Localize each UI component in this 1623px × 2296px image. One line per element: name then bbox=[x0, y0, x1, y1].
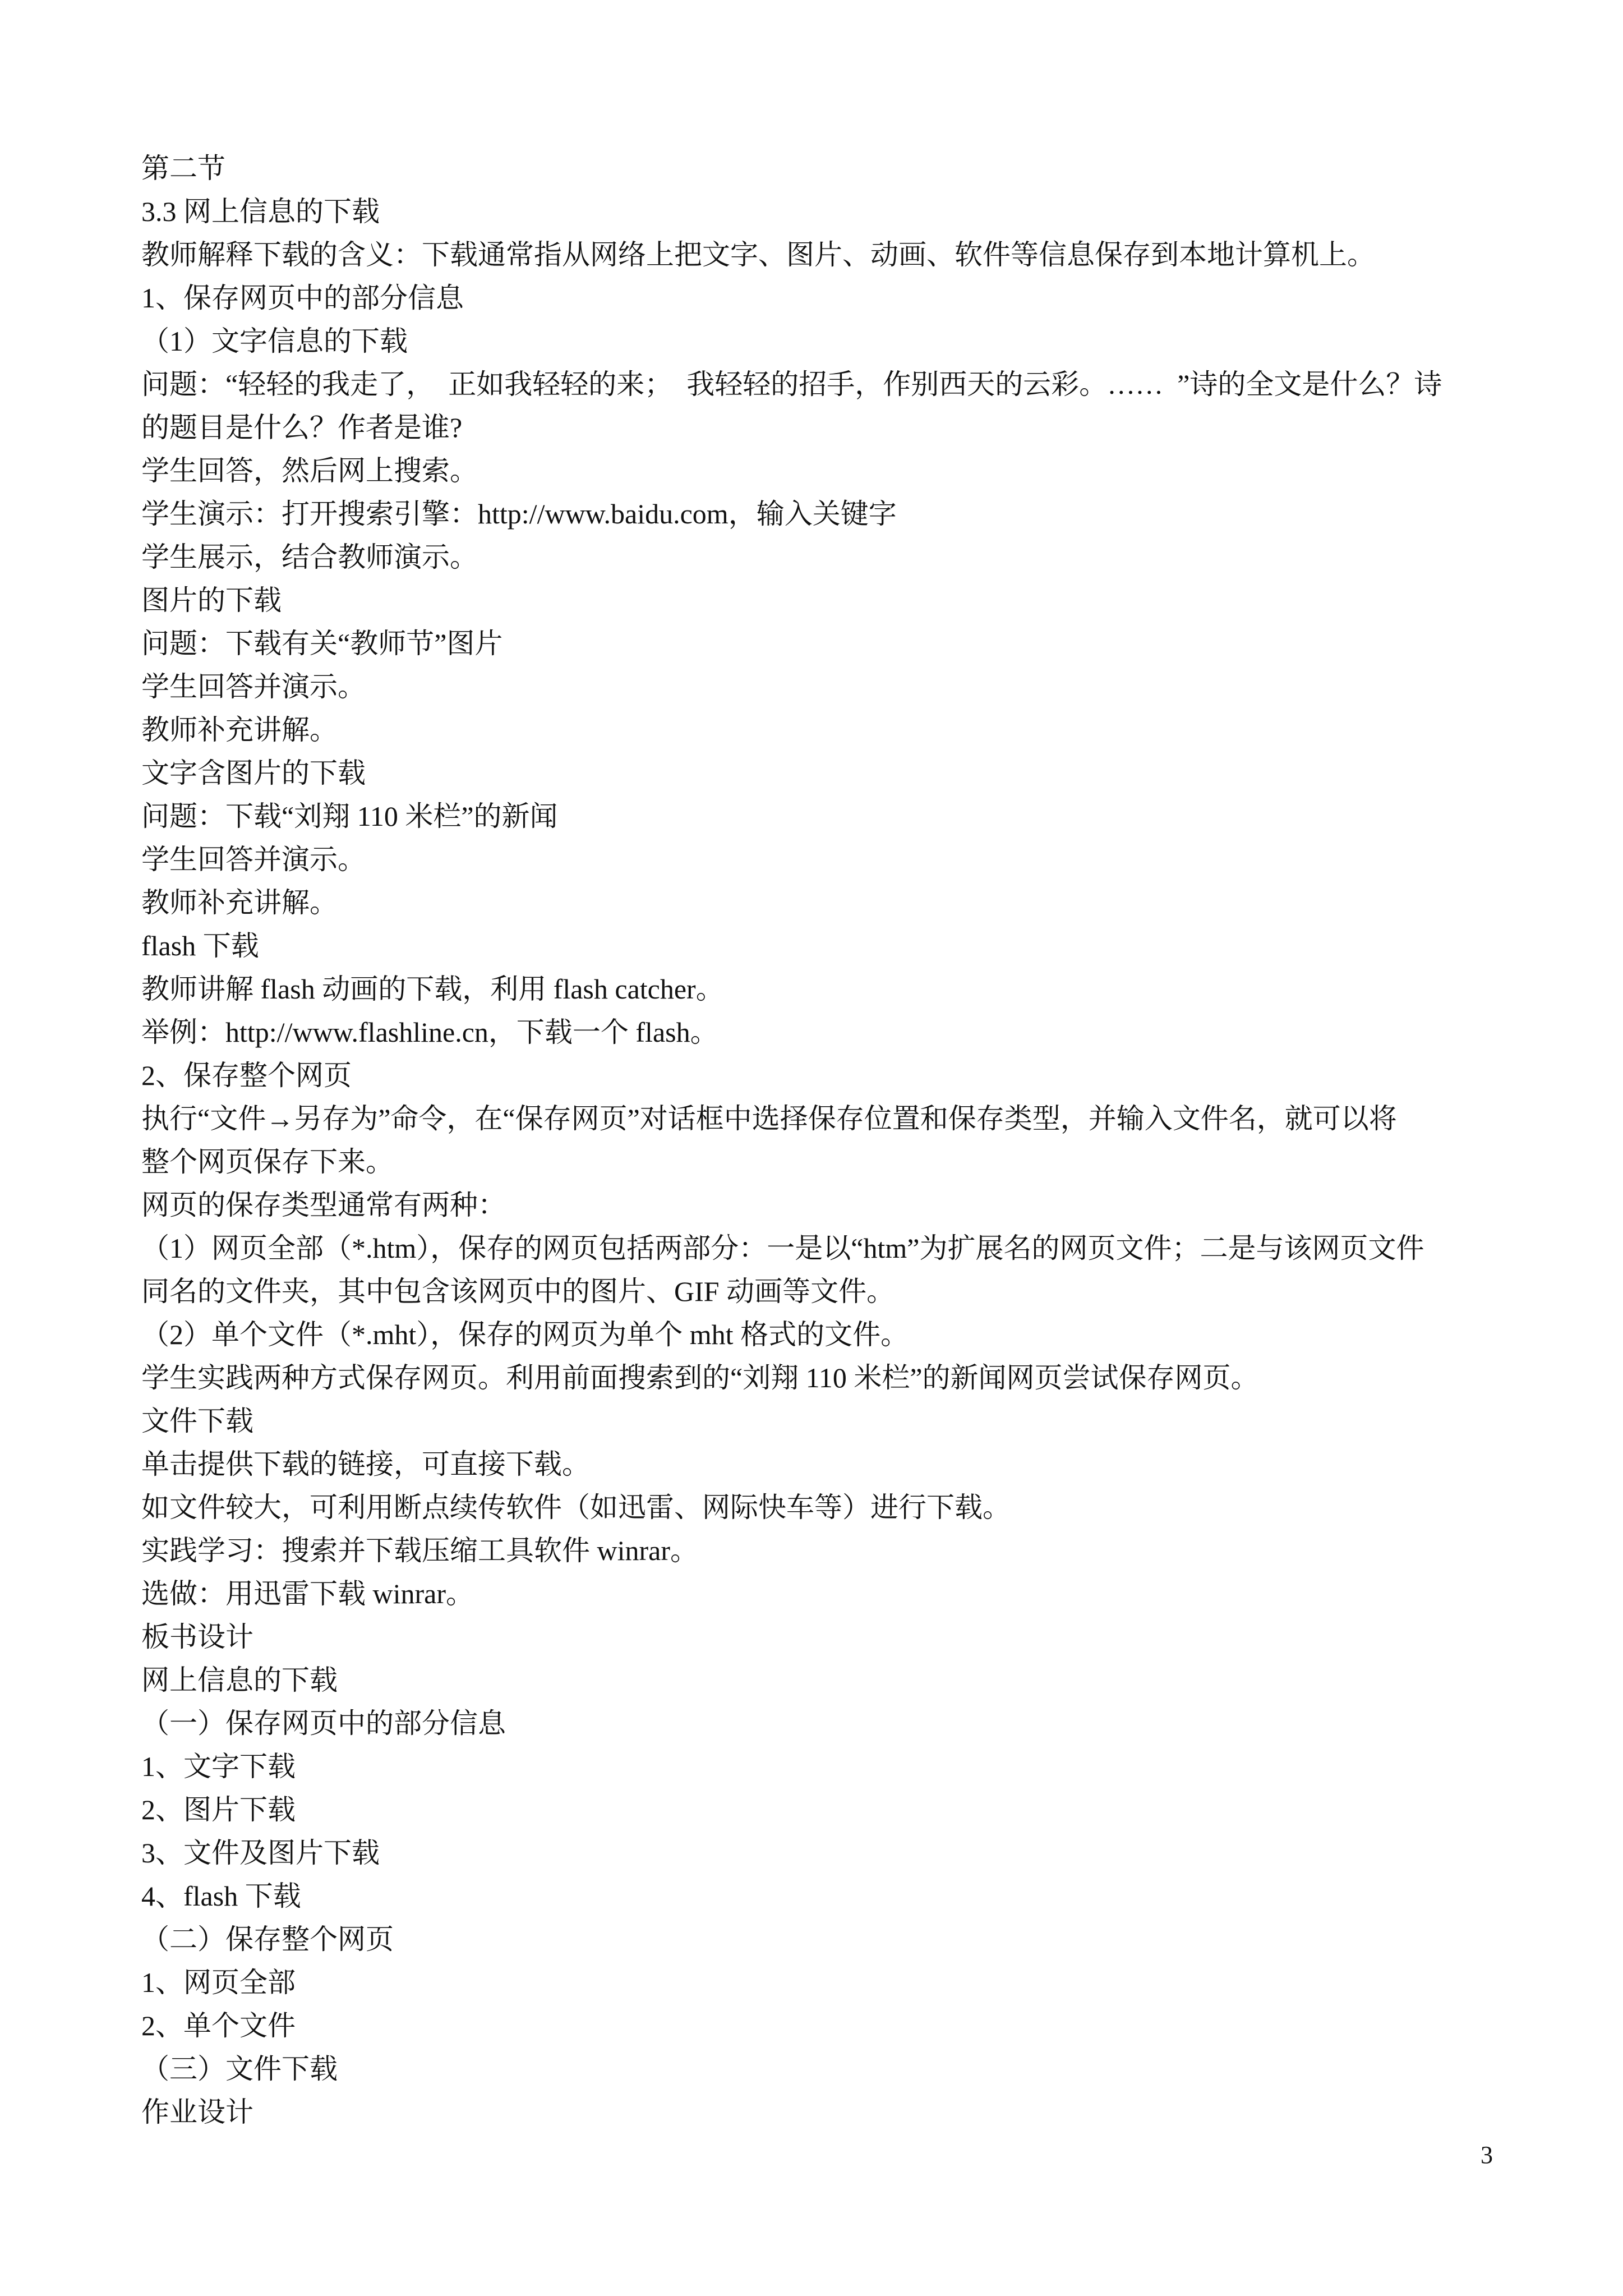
subheading: 板书设计 bbox=[141, 1621, 253, 1653]
outline-item: 4、flash 下载 bbox=[141, 1880, 301, 1912]
paragraph-line: 学生回答并演示。 bbox=[141, 844, 366, 875]
outline-item: 2、图片下载 bbox=[141, 1794, 296, 1825]
outline-item: （三）文件下载 bbox=[141, 2053, 338, 2085]
subheading: 作业设计 bbox=[141, 2096, 253, 2128]
outline-item: 3、文件及图片下载 bbox=[141, 1837, 380, 1869]
paragraph-line: 同名的文件夹，其中包含该网页中的图片、GIF 动画等文件。 bbox=[141, 1276, 895, 1307]
paragraph-line: 如文件较大，可利用断点续传软件（如迅雷、网际快车等）进行下载。 bbox=[141, 1492, 1011, 1523]
outline-item: 1、网页全部 bbox=[141, 1967, 296, 1998]
lesson-title: 3.3 网上信息的下载 bbox=[141, 196, 380, 227]
paragraph-line: 举例：http://www.flashline.cn，下载一个 flash。 bbox=[141, 1016, 718, 1048]
paragraph-line: 整个网页保存下来。 bbox=[141, 1146, 394, 1177]
subheading: flash 下载 bbox=[141, 930, 259, 961]
subheading: 文字含图片的下载 bbox=[141, 757, 366, 789]
paragraph-line: （1）网页全部（*.htm），保存的网页包括两部分：一是以“htm”为扩展名的网页文件；二是与该网页文件 bbox=[141, 1232, 1424, 1264]
paragraph-line: 学生实践两种方式保存网页。利用前面搜索到的“刘翔 110 米栏”的新闻网页尝试保存网页。 bbox=[141, 1362, 1259, 1393]
paragraph-line: 学生展示，结合教师演示。 bbox=[141, 541, 478, 573]
subheading: 图片的下载 bbox=[141, 585, 282, 616]
subheading: 文件下载 bbox=[141, 1405, 253, 1437]
outline-item: 2、单个文件 bbox=[141, 2010, 296, 2041]
paragraph-line: 执行“文件→另存为”命令，在“保存网页”对话框中选择保存位置和保存类型，并输入文件名，就可以将 bbox=[141, 1103, 1397, 1134]
paragraph-line: 教师补充讲解。 bbox=[141, 714, 338, 746]
paragraph-line: 单击提供下载的链接，可直接下载。 bbox=[141, 1448, 590, 1480]
subheading: 2、保存整个网页 bbox=[141, 1060, 352, 1091]
paragraph-line: 的题目是什么？作者是谁? bbox=[141, 412, 463, 443]
section-heading: 第二节 bbox=[141, 153, 225, 184]
paragraph-line: 学生回答，然后网上搜索。 bbox=[141, 455, 478, 486]
document-body bbox=[141, 147, 1498, 2134]
paragraph-line: 实践学习：搜索并下载压缩工具软件 winrar。 bbox=[141, 1535, 698, 1566]
outline-item: 1、文字下载 bbox=[141, 1751, 296, 1782]
outline-item: （一）保存网页中的部分信息 bbox=[141, 1708, 506, 1739]
paragraph-line: 选做：用迅雷下载 winrar。 bbox=[141, 1578, 474, 1609]
paragraph-line: 学生演示：打开搜索引擎：http://www.baidu.com，输入关键字 bbox=[141, 498, 897, 530]
subheading: （1）文字信息的下载 bbox=[141, 325, 408, 357]
paragraph-line: 问题：“轻轻的我走了， 正如我轻轻的来； 我轻轻的招手，作别西天的云彩。…… ”诗的全文是什么？诗 bbox=[141, 369, 1442, 400]
paragraph-line: 教师讲解 flash 动画的下载，利用 flash catcher。 bbox=[141, 973, 724, 1005]
paragraph-line: 问题：下载“刘翔 110 米栏”的新闻 bbox=[141, 800, 558, 832]
outline-title: 网上信息的下载 bbox=[141, 1664, 338, 1696]
outline-item: （二）保存整个网页 bbox=[141, 1924, 394, 1955]
paragraph-line: 教师补充讲解。 bbox=[141, 887, 338, 918]
page-number: 3 bbox=[1481, 2141, 1493, 2169]
paragraph-line: 教师解释下载的含义：下载通常指从网络上把文字、图片、动画、软件等信息保存到本地计算机上。 bbox=[141, 239, 1375, 270]
paragraph-line: 问题：下载有关“教师节”图片 bbox=[141, 628, 503, 659]
paragraph-line: 网页的保存类型通常有两种： bbox=[141, 1189, 506, 1221]
paragraph-line: （2）单个文件（*.mht），保存的网页为单个 mht 格式的文件。 bbox=[141, 1319, 909, 1350]
subheading: 1、保存网页中的部分信息 bbox=[141, 282, 464, 314]
paragraph-line: 学生回答并演示。 bbox=[141, 671, 366, 702]
